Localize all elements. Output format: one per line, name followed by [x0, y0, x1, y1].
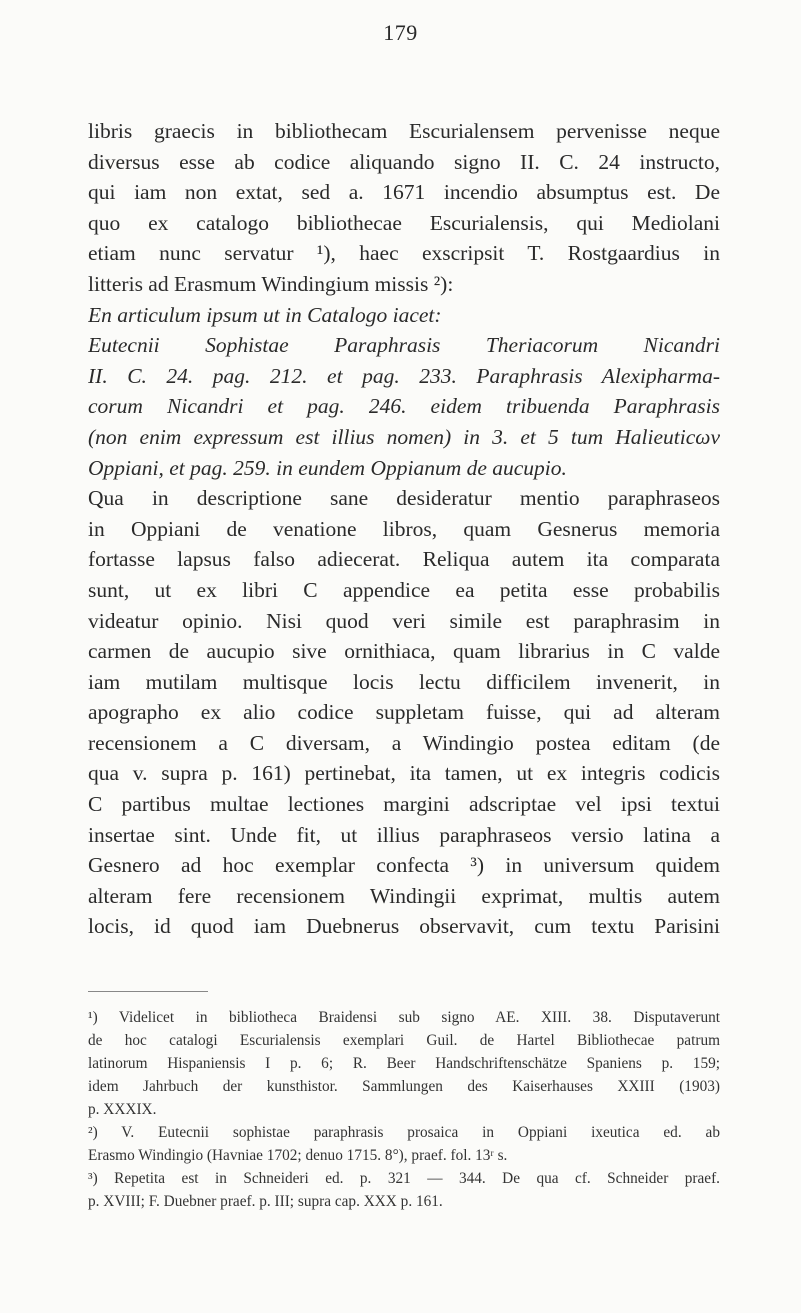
- text-line: Eutecnii Sophistae Paraphrasis Theriacorum Nicandri: [88, 333, 720, 358]
- text-line: iam mutilam multisque locis lectu difficilem invenerit, in: [88, 669, 720, 694]
- text-line: apographo ex alio codice suppletam fuisse, qui ad alteram: [88, 700, 720, 725]
- text-line: carmen de aucupio sive ornithiaca, quam librarius in C valde: [88, 639, 720, 664]
- text-line: qua v. supra p. 161) pertinebat, ita tamen, ut ex integris codicis: [88, 761, 720, 786]
- text-line: videatur opinio. Nisi quod veri simile est paraphrasim in: [88, 608, 720, 633]
- text-line: Gesnero ad hoc exemplar confecta ³) in universum quidem: [88, 853, 720, 878]
- page-number: 179: [383, 20, 418, 45]
- text-line: in Oppiani de venatione libros, quam Gesnerus memoria: [88, 516, 720, 541]
- footnote-line: p. XVIII; F. Duebner praef. p. III; supra cap. XXX p. 161.: [88, 1193, 443, 1210]
- footnote-line: idem Jahrbuch der kunsthistor. Sammlungen des Kaiserhauses XXIII (1903): [88, 1078, 720, 1095]
- text-line: corum Nicandri et pag. 246. eidem tribuenda Paraphrasis: [88, 394, 720, 419]
- text-line: locis, id quod iam Duebnerus observavit, cum textu Parisini: [88, 914, 720, 939]
- text-line: (non enim expressum est illius nomen) in 3. et 5 tum Halieuticων: [88, 424, 720, 449]
- text-line: Oppiani, et pag. 259. in eundem Oppianum de aucupio.: [88, 455, 567, 480]
- footnote-separator: [88, 991, 208, 992]
- text-line: libris graecis in bibliothecam Escurialensem pervenisse neque: [88, 119, 720, 143]
- text-line: alteram fere recensionem Windingii exprimat, multis autem: [88, 883, 720, 908]
- text-line: C partibus multae lectiones margini adscriptae vel ipsi textui: [88, 792, 720, 817]
- text-line: fortasse lapsus falso adiecerat. Reliqua autem ita comparata: [88, 547, 720, 572]
- text-line: En articulum ipsum ut in Catalogo iacet:: [88, 302, 442, 327]
- footnote-line: Erasmo Windingio (Havniae 1702; denuo 1715. 8°), praef. fol. 13ʳ s.: [88, 1147, 508, 1164]
- footnote-line: latinorum Hispaniensis I p. 6; R. Beer Handschriftenschätze Spaniens p. 159;: [88, 1055, 720, 1072]
- text-line: Qua in descriptione sane desideratur mentio paraphraseos: [88, 486, 720, 511]
- footnote-line: p. XXXIX.: [88, 1101, 157, 1118]
- footnote-line: ¹) Videlicet in bibliotheca Braidensi sub signo AE. XIII. 38. Disputaverunt: [88, 1009, 720, 1026]
- footnote-line: ²) V. Eutecnii sophistae paraphrasis prosaica in Oppiani ixeutica ed. ab: [88, 1124, 720, 1141]
- main-text: [88, 116, 720, 942]
- text-line: litteris ad Erasmum Windingium missis ²):: [88, 271, 454, 296]
- text-line: recensionem a C diversam, a Windingio postea editam (de: [88, 730, 720, 755]
- text-line: sunt, ut ex libri C appendice ea petita esse probabilis: [88, 577, 720, 602]
- text-line: diversus esse ab codice aliquando signo II. C. 24 instructo,: [88, 149, 720, 174]
- text-line: II. C. 24. pag. 212. et pag. 233. Paraphrasis Alexipharma-: [88, 363, 720, 388]
- text-line: quo ex catalogo bibliothecae Escurialensis, qui Mediolani: [88, 210, 720, 235]
- footnotes: [88, 1006, 720, 1213]
- footnote-line: de hoc catalogi Escurialensis exemplari Guil. de Hartel Bibliothecae patrum: [88, 1032, 720, 1049]
- text-line: etiam nunc servatur ¹), haec exscripsit T. Rostgaardius in: [88, 241, 720, 266]
- footnote-line: ³) Repetita est in Schneideri ed. p. 321 — 344. De qua cf. Schneider praef.: [88, 1170, 720, 1187]
- text-line: insertae sint. Unde fit, ut illius paraphraseos versio latina a: [88, 822, 720, 847]
- text-line: qui iam non extat, sed a. 1671 incendio absumptus est. De: [88, 180, 720, 205]
